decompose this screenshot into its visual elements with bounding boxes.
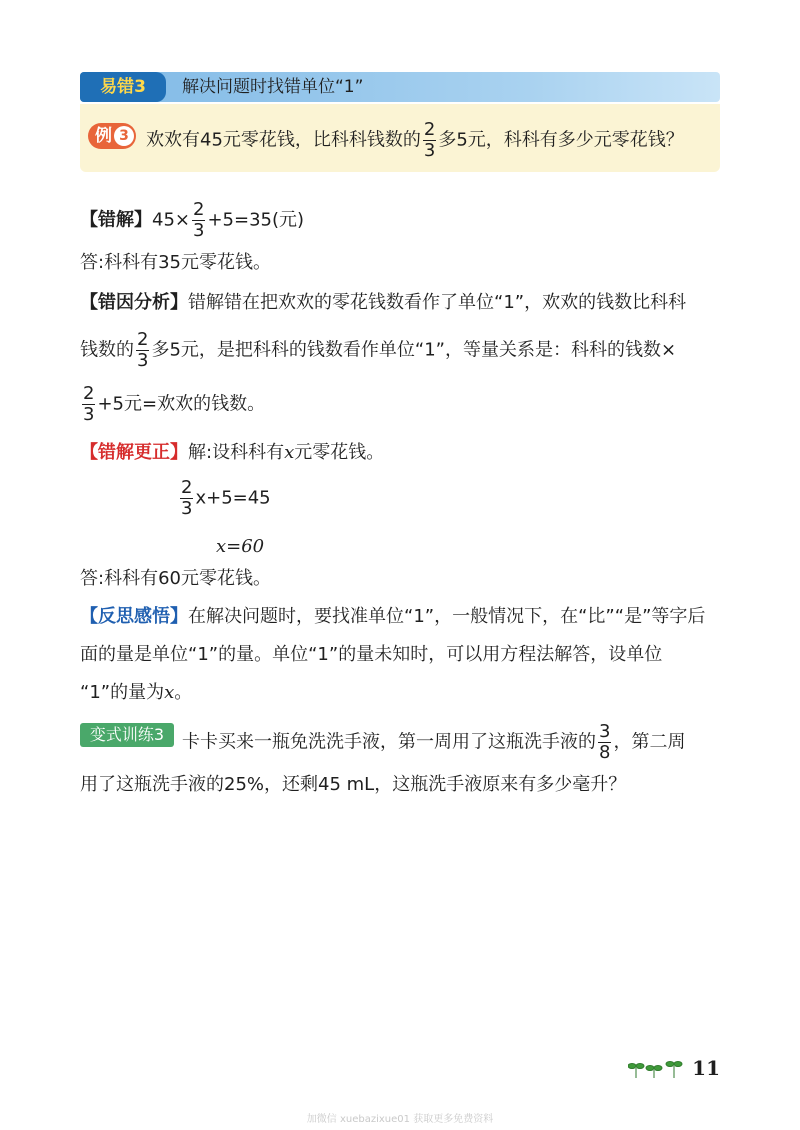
fraction: $\frac{3}{8}$ <box>599 721 611 763</box>
variant-badge: 变式训练3 <box>80 723 174 747</box>
example-question: 欢欢有45元零花钱，比科科钱数的 $\frac{2}{3}$ 多5元，科科有多少元零花钱？ <box>146 119 684 161</box>
section-title: 解决问题时找错单位“1” <box>182 77 364 97</box>
fraction: $\frac{2}{3}$ <box>193 199 205 241</box>
section-header-bar <box>80 72 720 102</box>
analysis-line-3: $\frac{2}{3}$ +5元=欢欢的钱数。 <box>83 383 266 425</box>
correction-intro: 【错解更正】解:设科科有x元零花钱。 <box>80 442 385 463</box>
analysis-line-2: 钱数的 $\frac{2}{3}$ 多5元，是把科科的钱数看作单位“1”，等量关系是：科科的钱数× <box>80 329 677 371</box>
wrong-solution-label: 【错解】 <box>80 209 152 231</box>
fraction: $\frac{2}{3}$ <box>137 329 149 371</box>
wrong-answer: 答:科科有35元零花钱。 <box>80 252 271 273</box>
example-badge-label: 例 <box>95 126 112 146</box>
section-tag: 易错3 <box>80 72 166 102</box>
sprout-icon <box>628 1058 684 1080</box>
reflection-line-3: “1”的量为x。 <box>80 682 193 703</box>
example-badge-number: 3 <box>114 126 134 146</box>
fraction: $\frac{2}{3}$ <box>83 383 95 425</box>
fraction: $\frac{2}{3}$ <box>423 119 436 161</box>
reflection-line-2: 面的量是单位“1”的量。单位“1”的量未知时，可以用方程法解答，设单位 <box>80 644 663 665</box>
page-number: 11 <box>692 1056 720 1080</box>
variant-line-1: 卡卡买来一瓶免洗洗手液，第一周用了这瓶洗手液的 $\frac{3}{8}$ ，第二周 <box>182 721 686 763</box>
correction-equation: $\frac{2}{3}$ x+5=45 <box>181 477 271 519</box>
correction-label: 【错解更正】 <box>80 442 188 463</box>
analysis-label: 【错因分析】 <box>80 292 188 313</box>
example-badge <box>88 123 136 149</box>
variant-line-2: 用了这瓶洗手液的25%，还剩45 mL，这瓶洗手液原来有多少毫升？ <box>80 774 627 795</box>
fraction: $\frac{2}{3}$ <box>181 477 193 519</box>
footer-watermark: 加微信 xuebazixue01 获取更多免费资料 <box>306 1114 494 1125</box>
reflection-label: 【反思感悟】 <box>80 606 188 627</box>
correction-answer: 答:科科有60元零花钱。 <box>80 568 271 589</box>
wrong-solution: 【错解】45× $\frac{2}{3}$ +5=35(元) <box>80 199 305 241</box>
correction-result: x=60 <box>216 536 265 557</box>
reflection-line-1: 【反思感悟】在解决问题时，要找准单位“1”，一般情况下，在“比”“是”等字后 <box>80 606 706 627</box>
analysis-line-1: 【错因分析】错解错在把欢欢的零花钱数看作了单位“1”，欢欢的钱数比科科 <box>80 292 687 313</box>
